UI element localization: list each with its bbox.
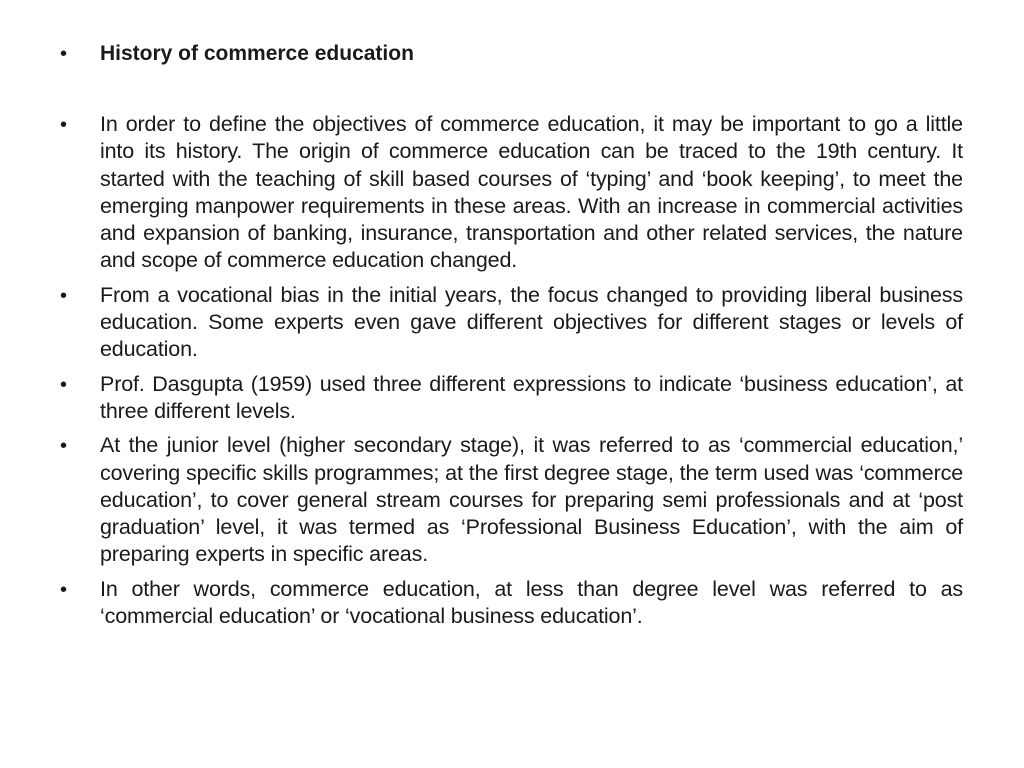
bullet-icon: • — [60, 578, 68, 601]
list-item — [60, 432, 963, 568]
bullet-icon: • — [60, 284, 68, 307]
slide-heading-row — [60, 40, 963, 68]
list-item — [60, 576, 963, 631]
list-item-text: Prof. Dasgupta (1959) used three different expressions to indicate ‘business education’, at three different levels. — [100, 371, 963, 423]
list-item — [60, 282, 963, 364]
list-item-text: At the junior level (higher secondary stage), it was referred to as ‘commercial education,’ covering specific skills programmes; at the first degree stage, the term used was ‘commerce education’, to cover general stream courses for preparing semi professionals and at ‘post graduation’ level, it was termed as ‘Professional Business Education’, with the aim of preparing experts in specific areas. — [100, 433, 963, 567]
slide-title: History of commerce education — [100, 42, 414, 65]
list-item-text: In other words, commerce education, at less than degree level was referred to as ‘commercial education’ or ‘vocational business education’. — [100, 576, 963, 629]
bullet-icon: • — [60, 114, 68, 136]
bullet-icon: • — [60, 373, 68, 396]
bullet-icon: • — [60, 43, 68, 65]
list-item-text: In order to define the objectives of commerce education, it may be important to go a little into its history. The origin of commerce education can be traced to the 19th century. It started with the teaching of skill based courses of ‘typing’ and ‘book keeping’, to meet the emerging manpower requirements in these areas. With an increase in commercial activities and expansion of banking, insurance, transportation and other related services, the nature and scope of commerce education changed. — [100, 112, 963, 273]
list-item — [60, 111, 963, 275]
bullet-list — [60, 111, 963, 637]
bullet-icon: • — [60, 435, 68, 458]
list-item-text: From a vocational bias in the initial years, the focus changed to providing liberal business education. Some experts even gave different objectives for different stages or levels of education. — [100, 282, 963, 362]
list-item — [60, 371, 963, 426]
